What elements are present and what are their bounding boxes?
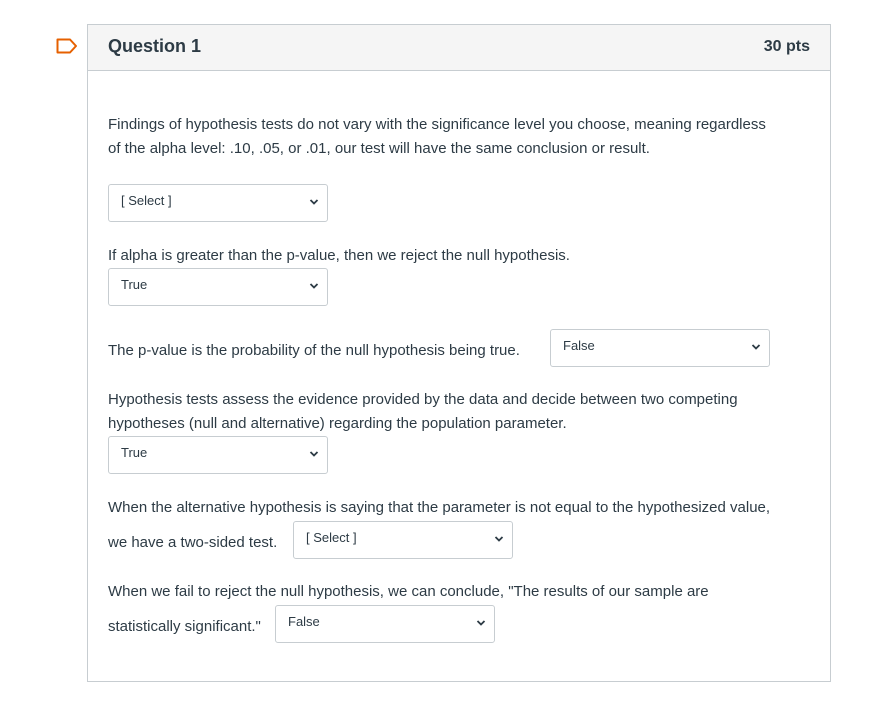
statement-5-selected-value: [ Select ] [306,530,357,545]
chevron-down-icon [476,618,486,628]
question-card [87,24,831,682]
statement-6-select[interactable] [275,605,495,643]
statement-3-line-1: The p-value is the probability of the null hypothesis being true. [108,342,520,359]
statement-4-select[interactable] [108,436,328,474]
statement-1-line-1: Findings of hypothesis tests do not vary with the significance level you choose, meaning regardless [108,116,766,133]
statement-3-select[interactable] [550,329,770,367]
statement-4-line-2: hypotheses (null and alternative) regarding the population parameter. [108,415,567,432]
statement-2-select[interactable] [108,268,328,306]
statement-3-selected-value: False [563,338,595,353]
question-title: Question 1 [108,36,202,56]
statement-6-continued [108,615,261,639]
statement-6-line-2: statistically significant." [108,618,261,635]
statement-5 [108,496,770,520]
statement-6 [108,580,709,604]
statement-2 [108,244,570,268]
chevron-down-icon [309,281,319,291]
chevron-down-icon [309,449,319,459]
statement-6-selected-value: False [288,614,320,629]
flag-question-icon[interactable] [56,38,78,54]
statement-1-select[interactable] [108,184,328,222]
statement-1 [108,113,766,161]
question-header [88,25,830,71]
chevron-down-icon [309,197,319,207]
statement-5-line-2: we have a two-sided test. [108,534,278,551]
statement-5-select[interactable] [293,521,513,559]
statement-4-selected-value: True [121,445,148,460]
statement-5-continued [108,531,277,555]
chevron-down-icon [751,342,761,352]
statement-5-line-1: When the alternative hypothesis is saying that the parameter is not equal to the hypothesized value, [108,499,771,516]
statement-3 [108,339,520,363]
statement-2-line-1: If alpha is greater than the p-value, then we reject the null hypothesis. [108,247,570,264]
question-points: 30 pts [763,38,810,55]
statement-1-selected-value: [ Select ] [121,193,172,208]
statement-1-line-2: of the alpha level: .10, .05, or .01, our test will have the same conclusion or result. [108,140,650,157]
statement-4-line-1: Hypothesis tests assess the evidence provided by the data and decide between two competing [108,391,738,408]
chevron-down-icon [494,534,504,544]
statement-4 [108,388,738,436]
statement-2-selected-value: True [121,277,148,292]
statement-6-line-1: When we fail to reject the null hypothesis, we can conclude, "The results of our sample are [108,583,709,600]
